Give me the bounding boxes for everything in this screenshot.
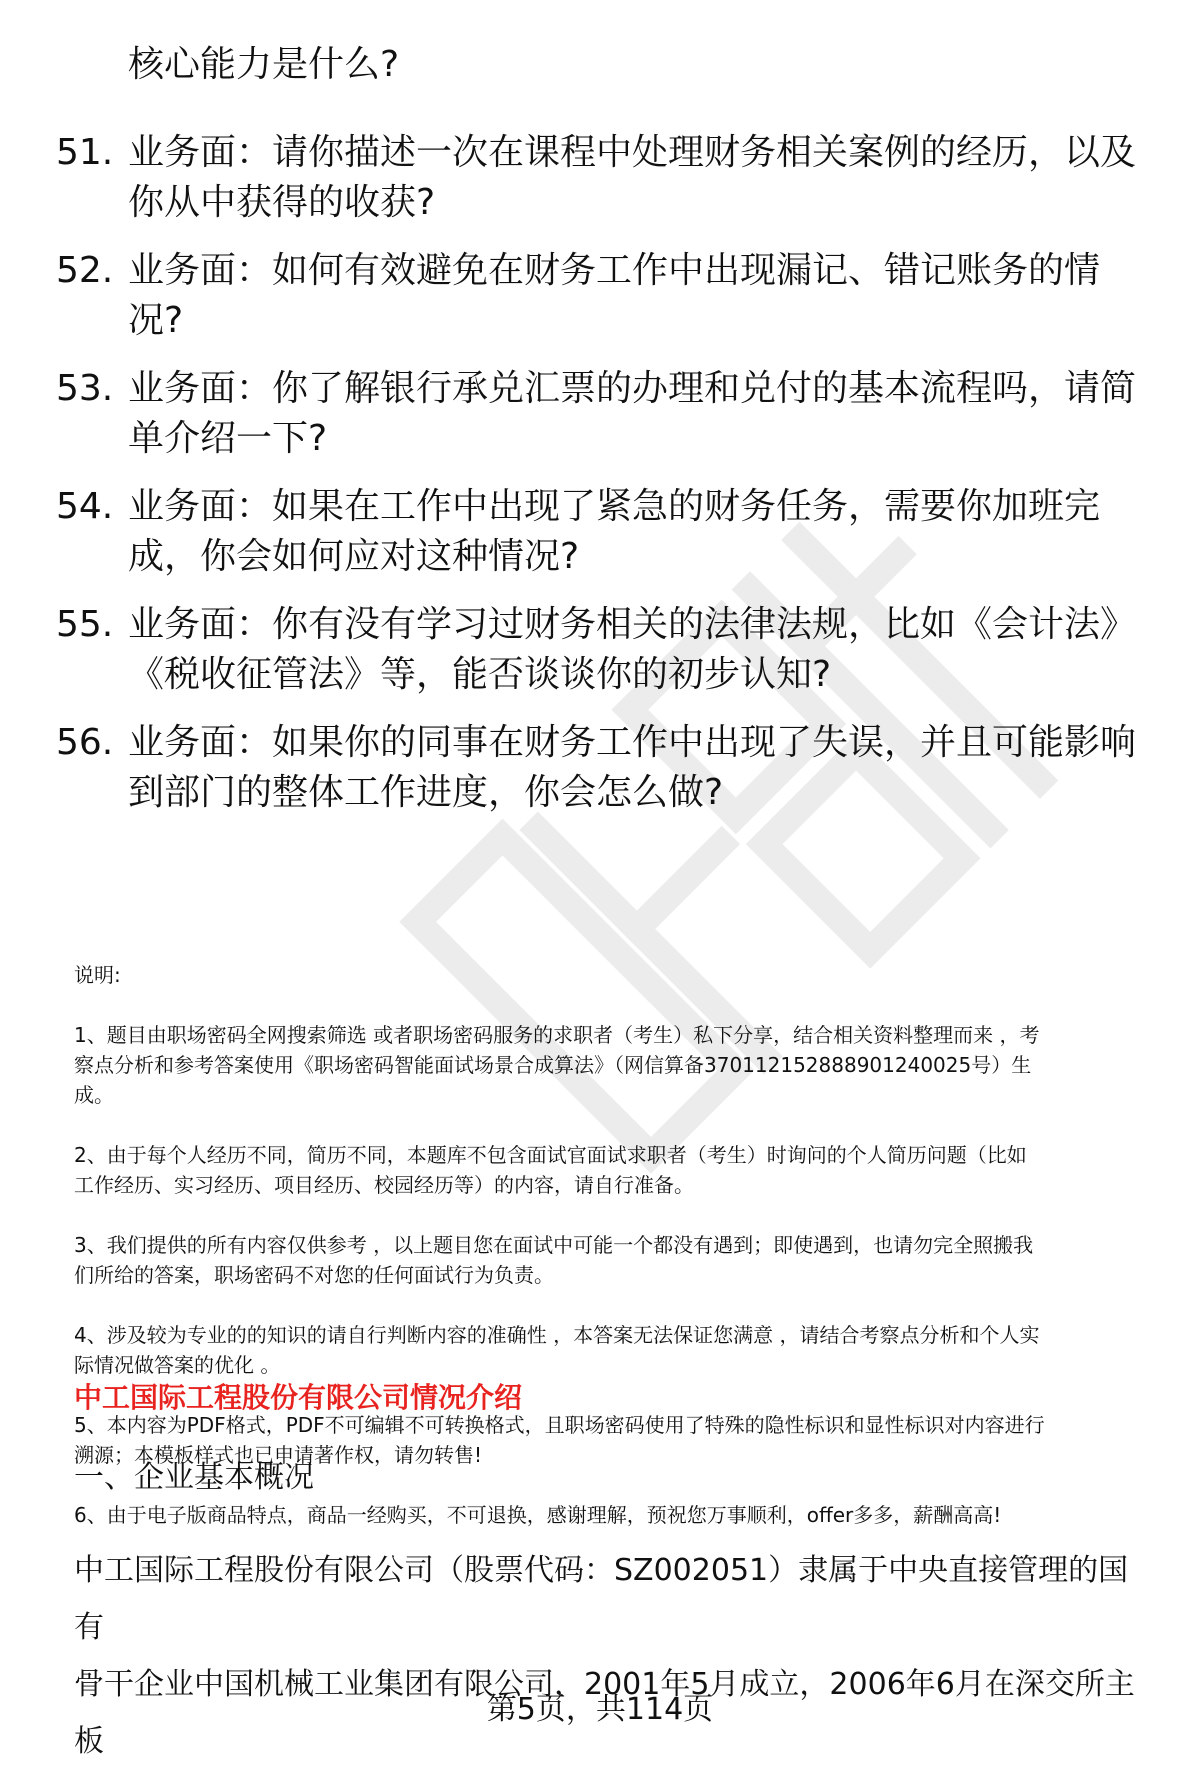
question-number: 51. (56, 132, 114, 173)
page-footer: 第5页，共114页 (486, 1692, 714, 1727)
company-title: 中工国际工程股份有限公司情况介绍 (74, 1381, 523, 1414)
continued-question-text: 核心能力是什么? (128, 44, 400, 85)
question-text: 业务面：如何有效避免在财务工作中出现漏记、错记账务的情 况? (128, 250, 1101, 341)
question-text: 业务面：你有没有学习过财务相关的法律法规，比如《会计法》 《税收征管法》等，能否谈谈你的初步认知? (128, 604, 1137, 695)
question-number: 53. (56, 368, 114, 409)
question-text: 业务面：如果在工作中出现了紧急的财务任务，需要你加班完 成，你会如何应对这种情况? (128, 486, 1101, 577)
question-number: 52. (56, 250, 114, 291)
note-item: 1、题目由职场密码全网搜索筛选 或者职场密码服务的求职者（考生）私下分享，结合相关资料整理而来 ，考 察点分析和参考答案使用《职场密码智能面试场景合成算法》（网信算备370112152888901240025号）生 成。 (74, 1023, 1040, 1107)
note-item: 2、由于每个人经历不同，简历不同，本题库不包含面试官面试求职者（考生）时询问的个人简历问题（比如 工作经历、实习经历、项目经历、校园经历等）的内容，请自行准备。 (74, 1143, 1027, 1197)
question-number: 56. (56, 722, 114, 763)
section-heading: 一、企业基本概况 (74, 1460, 314, 1495)
note-item: 4、涉及较为专业的的知识的请自行判断内容的准确性 ，本答案无法保证您满意 ，请结合考察点分析和个人实 际情况做答案的优化 。 (74, 1323, 1040, 1377)
note-item: 5、本内容为PDF格式，PDF不可编辑不可转换格式，且职场密码使用了特殊的隐性标识和显性标识对内容进行 溯源；本模板样式也已申请著作权，请勿转售! (74, 1413, 1045, 1467)
notes-heading: 说明: (74, 963, 121, 987)
question-text: 业务面：如果你的同事在财务工作中出现了失误，并且可能影响 到部门的整体工作进度，你会怎么做? (128, 722, 1137, 813)
question-text: 业务面：你了解银行承兑汇票的办理和兑付的基本流程吗，请简 单介绍一下? (128, 368, 1137, 459)
question-text: 业务面：请你描述一次在课程中处理财务相关案例的经历，以及 你从中获得的收获? (128, 132, 1137, 223)
question-number: 54. (56, 486, 114, 527)
intro-paragraph: 中工国际工程股份有限公司（股票代码：SZ002051）隶属于中央直接管理的国有 骨干企业中国机械工业集团有限公司，2001年5月成立，2006年6月在深交所主板 (74, 1553, 1135, 1759)
note-item: 3、我们提供的所有内容仅供参考 ，以上题目您在面试中可能一个都没有遇到；即使遇到，也请勿完全照搬我 们所给的答案，职场密码不对您的任何面试行为负责。 (74, 1233, 1034, 1287)
note-item: 6、由于电子版商品特点，商品一经购买，不可退换，感谢理解，预祝您万事顺利，offer多多，薪酬高高! (74, 1503, 1002, 1527)
question-number: 55. (56, 604, 114, 645)
